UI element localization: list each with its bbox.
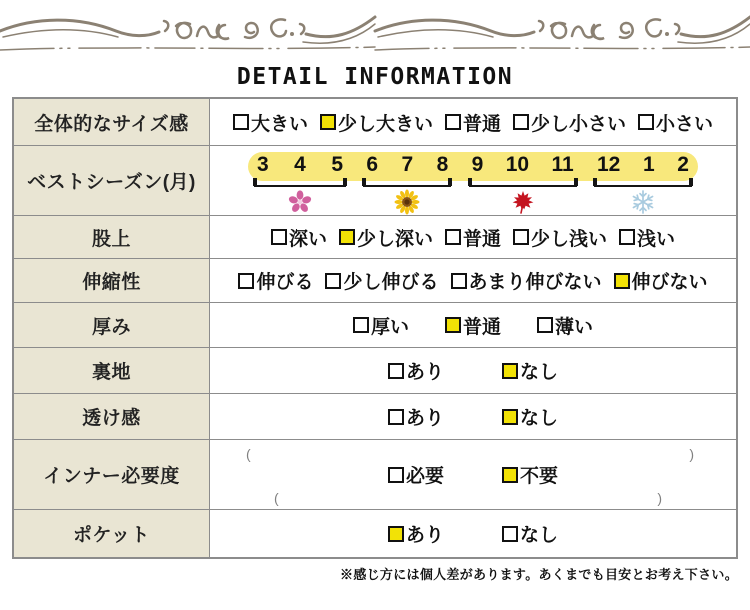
page-title: DETAIL INFORMATION bbox=[236, 64, 514, 90]
row-value-rise bbox=[210, 216, 736, 258]
checkbox-option bbox=[619, 224, 675, 251]
option-label: 少し小さい bbox=[531, 113, 627, 135]
checkbox-icon bbox=[388, 409, 404, 425]
checkbox-icon bbox=[271, 229, 287, 245]
row-label-stretch: 伸縮性 bbox=[14, 259, 210, 302]
option-label: 浅い bbox=[637, 228, 676, 250]
month-number: 4 bbox=[294, 153, 306, 176]
checkbox-icon bbox=[502, 409, 518, 425]
season-group-summer bbox=[363, 151, 451, 215]
option-label: 伸びない bbox=[631, 272, 708, 293]
detail-information-panel bbox=[0, 4, 750, 610]
table-row bbox=[14, 393, 736, 439]
paren-mark: ( bbox=[246, 446, 251, 462]
sunflower-icon bbox=[394, 189, 420, 215]
row-label-best-season: ベストシーズン(月) bbox=[14, 146, 210, 215]
row-value-pocket bbox=[210, 510, 736, 557]
option-label: 少し深い bbox=[356, 228, 433, 250]
table-row bbox=[14, 439, 736, 509]
checkbox-icon bbox=[619, 229, 635, 245]
checkbox-icon bbox=[537, 317, 553, 333]
checkbox-option bbox=[614, 267, 708, 294]
option-label: 普通 bbox=[462, 113, 501, 135]
checkbox-option bbox=[502, 403, 558, 430]
row-value-overall-size bbox=[210, 99, 736, 145]
row-label-thickness: 厚み bbox=[14, 303, 210, 347]
checkbox-icon bbox=[238, 273, 254, 289]
checkbox-icon bbox=[451, 273, 467, 289]
checkbox-icon bbox=[638, 114, 654, 130]
checkbox-option bbox=[388, 403, 444, 430]
month-number: 1 bbox=[642, 153, 655, 176]
option-label: 薄い bbox=[555, 316, 594, 338]
table-row bbox=[14, 258, 736, 302]
detail-table bbox=[12, 97, 738, 559]
row-label-inner-need: インナー必要度 bbox=[14, 440, 210, 509]
season-group-winter bbox=[594, 151, 692, 215]
season-months bbox=[254, 151, 346, 179]
option-label: あり bbox=[405, 362, 444, 383]
month-number: 3 bbox=[257, 153, 269, 176]
checkbox-icon bbox=[388, 467, 404, 483]
checkbox-icon bbox=[325, 273, 341, 289]
checkbox-option bbox=[513, 224, 607, 251]
option-label: 少し伸びる bbox=[343, 272, 439, 293]
checkbox-option bbox=[502, 357, 558, 384]
checkbox-option bbox=[502, 520, 558, 547]
option-label: 深い bbox=[288, 228, 327, 250]
flourish-divider-graphic bbox=[0, 4, 750, 56]
checkbox-icon bbox=[445, 114, 461, 130]
option-label: あり bbox=[405, 408, 444, 429]
cherry-blossom-icon bbox=[287, 189, 313, 215]
option-label: 少し浅い bbox=[531, 228, 608, 250]
month-number: 6 bbox=[366, 153, 379, 176]
table-row bbox=[14, 302, 736, 347]
checkbox-icon bbox=[445, 229, 461, 245]
checkbox-option bbox=[537, 312, 593, 339]
checkbox-option bbox=[388, 461, 444, 488]
month-number: 7 bbox=[401, 153, 414, 176]
checkbox-option bbox=[388, 520, 444, 547]
option-label: あまり伸びない bbox=[468, 272, 602, 293]
paren-mark: ( bbox=[274, 490, 279, 506]
paren-mark: ) bbox=[657, 490, 662, 506]
row-value-thickness bbox=[210, 303, 736, 347]
option-label: 少し大きい bbox=[337, 113, 433, 135]
row-label-rise: 股上 bbox=[14, 216, 210, 258]
checkbox-option bbox=[445, 109, 501, 136]
season-months bbox=[469, 151, 577, 179]
option-label: なし bbox=[520, 408, 559, 429]
checkbox-option bbox=[238, 267, 313, 294]
footnote-text: ※感じ方には個人差があります。あくまでも目安とお考え下さい。 bbox=[340, 567, 738, 582]
checkbox-option bbox=[339, 224, 433, 251]
option-label: なし bbox=[520, 362, 559, 383]
month-number: 9 bbox=[471, 153, 484, 176]
row-label-lining: 裏地 bbox=[14, 348, 210, 393]
season-months bbox=[594, 151, 692, 179]
checkbox-icon bbox=[388, 526, 404, 542]
option-label: 必要 bbox=[405, 466, 444, 487]
option-label: 大きい bbox=[250, 113, 308, 135]
checkbox-option bbox=[638, 109, 713, 136]
checkbox-option bbox=[353, 312, 409, 339]
row-value-best-season bbox=[210, 146, 736, 215]
option-label: 普通 bbox=[462, 316, 501, 338]
checkbox-icon bbox=[233, 114, 249, 130]
row-value-lining bbox=[210, 348, 736, 393]
checkbox-option bbox=[233, 109, 308, 136]
checkbox-icon bbox=[513, 229, 529, 245]
month-number: 2 bbox=[677, 153, 689, 176]
table-row bbox=[14, 99, 736, 145]
season-group-autumn bbox=[469, 151, 577, 215]
checkbox-option bbox=[325, 267, 438, 294]
month-number: 8 bbox=[436, 153, 449, 176]
month-number: 12 bbox=[596, 153, 621, 176]
option-label: 普通 bbox=[462, 228, 501, 250]
season-bracket bbox=[469, 179, 577, 187]
row-label-overall-size: 全体的なサイズ感 bbox=[14, 99, 210, 145]
checkbox-icon bbox=[502, 526, 518, 542]
row-value-sheerness bbox=[210, 394, 736, 439]
maple-leaf-icon bbox=[510, 189, 536, 215]
month-number: 11 bbox=[551, 153, 574, 176]
checkbox-option bbox=[513, 109, 626, 136]
checkbox-icon bbox=[502, 467, 518, 483]
option-label: 不要 bbox=[520, 466, 559, 487]
checkbox-icon bbox=[614, 273, 630, 289]
checkbox-option bbox=[388, 357, 444, 384]
season-bracket bbox=[363, 179, 451, 187]
table-row bbox=[14, 509, 736, 557]
table-row bbox=[14, 145, 736, 215]
season-bracket bbox=[594, 179, 692, 187]
table-row bbox=[14, 347, 736, 393]
month-number: 10 bbox=[505, 153, 530, 176]
row-label-pocket: ポケット bbox=[14, 510, 210, 557]
season-groups bbox=[248, 151, 698, 215]
checkbox-icon bbox=[353, 317, 369, 333]
checkbox-option bbox=[445, 312, 501, 339]
checkbox-icon bbox=[502, 363, 518, 379]
row-value-inner-need bbox=[210, 440, 736, 509]
paren-mark: ) bbox=[689, 446, 694, 462]
checkbox-icon bbox=[320, 114, 336, 130]
option-label: 伸びる bbox=[256, 272, 314, 293]
season-group-spring bbox=[254, 151, 346, 215]
option-label: あり bbox=[405, 525, 444, 546]
row-label-sheerness: 透け感 bbox=[14, 394, 210, 439]
season-months bbox=[363, 151, 451, 179]
checkbox-option bbox=[271, 224, 327, 251]
snowflake-icon bbox=[630, 189, 656, 215]
checkbox-option bbox=[445, 224, 501, 251]
row-value-stretch bbox=[210, 259, 736, 302]
option-label: 厚い bbox=[370, 316, 409, 338]
checkbox-icon bbox=[339, 229, 355, 245]
checkbox-option bbox=[502, 461, 558, 488]
checkbox-option bbox=[320, 109, 433, 136]
option-label: なし bbox=[520, 525, 559, 546]
checkbox-option bbox=[451, 267, 602, 294]
checkbox-icon bbox=[388, 363, 404, 379]
table-row bbox=[14, 215, 736, 258]
month-number: 5 bbox=[331, 153, 343, 176]
option-label: 小さい bbox=[656, 113, 714, 135]
season-timeline bbox=[248, 146, 698, 215]
checkbox-icon bbox=[513, 114, 529, 130]
season-bracket bbox=[254, 179, 346, 187]
checkbox-icon bbox=[445, 317, 461, 333]
